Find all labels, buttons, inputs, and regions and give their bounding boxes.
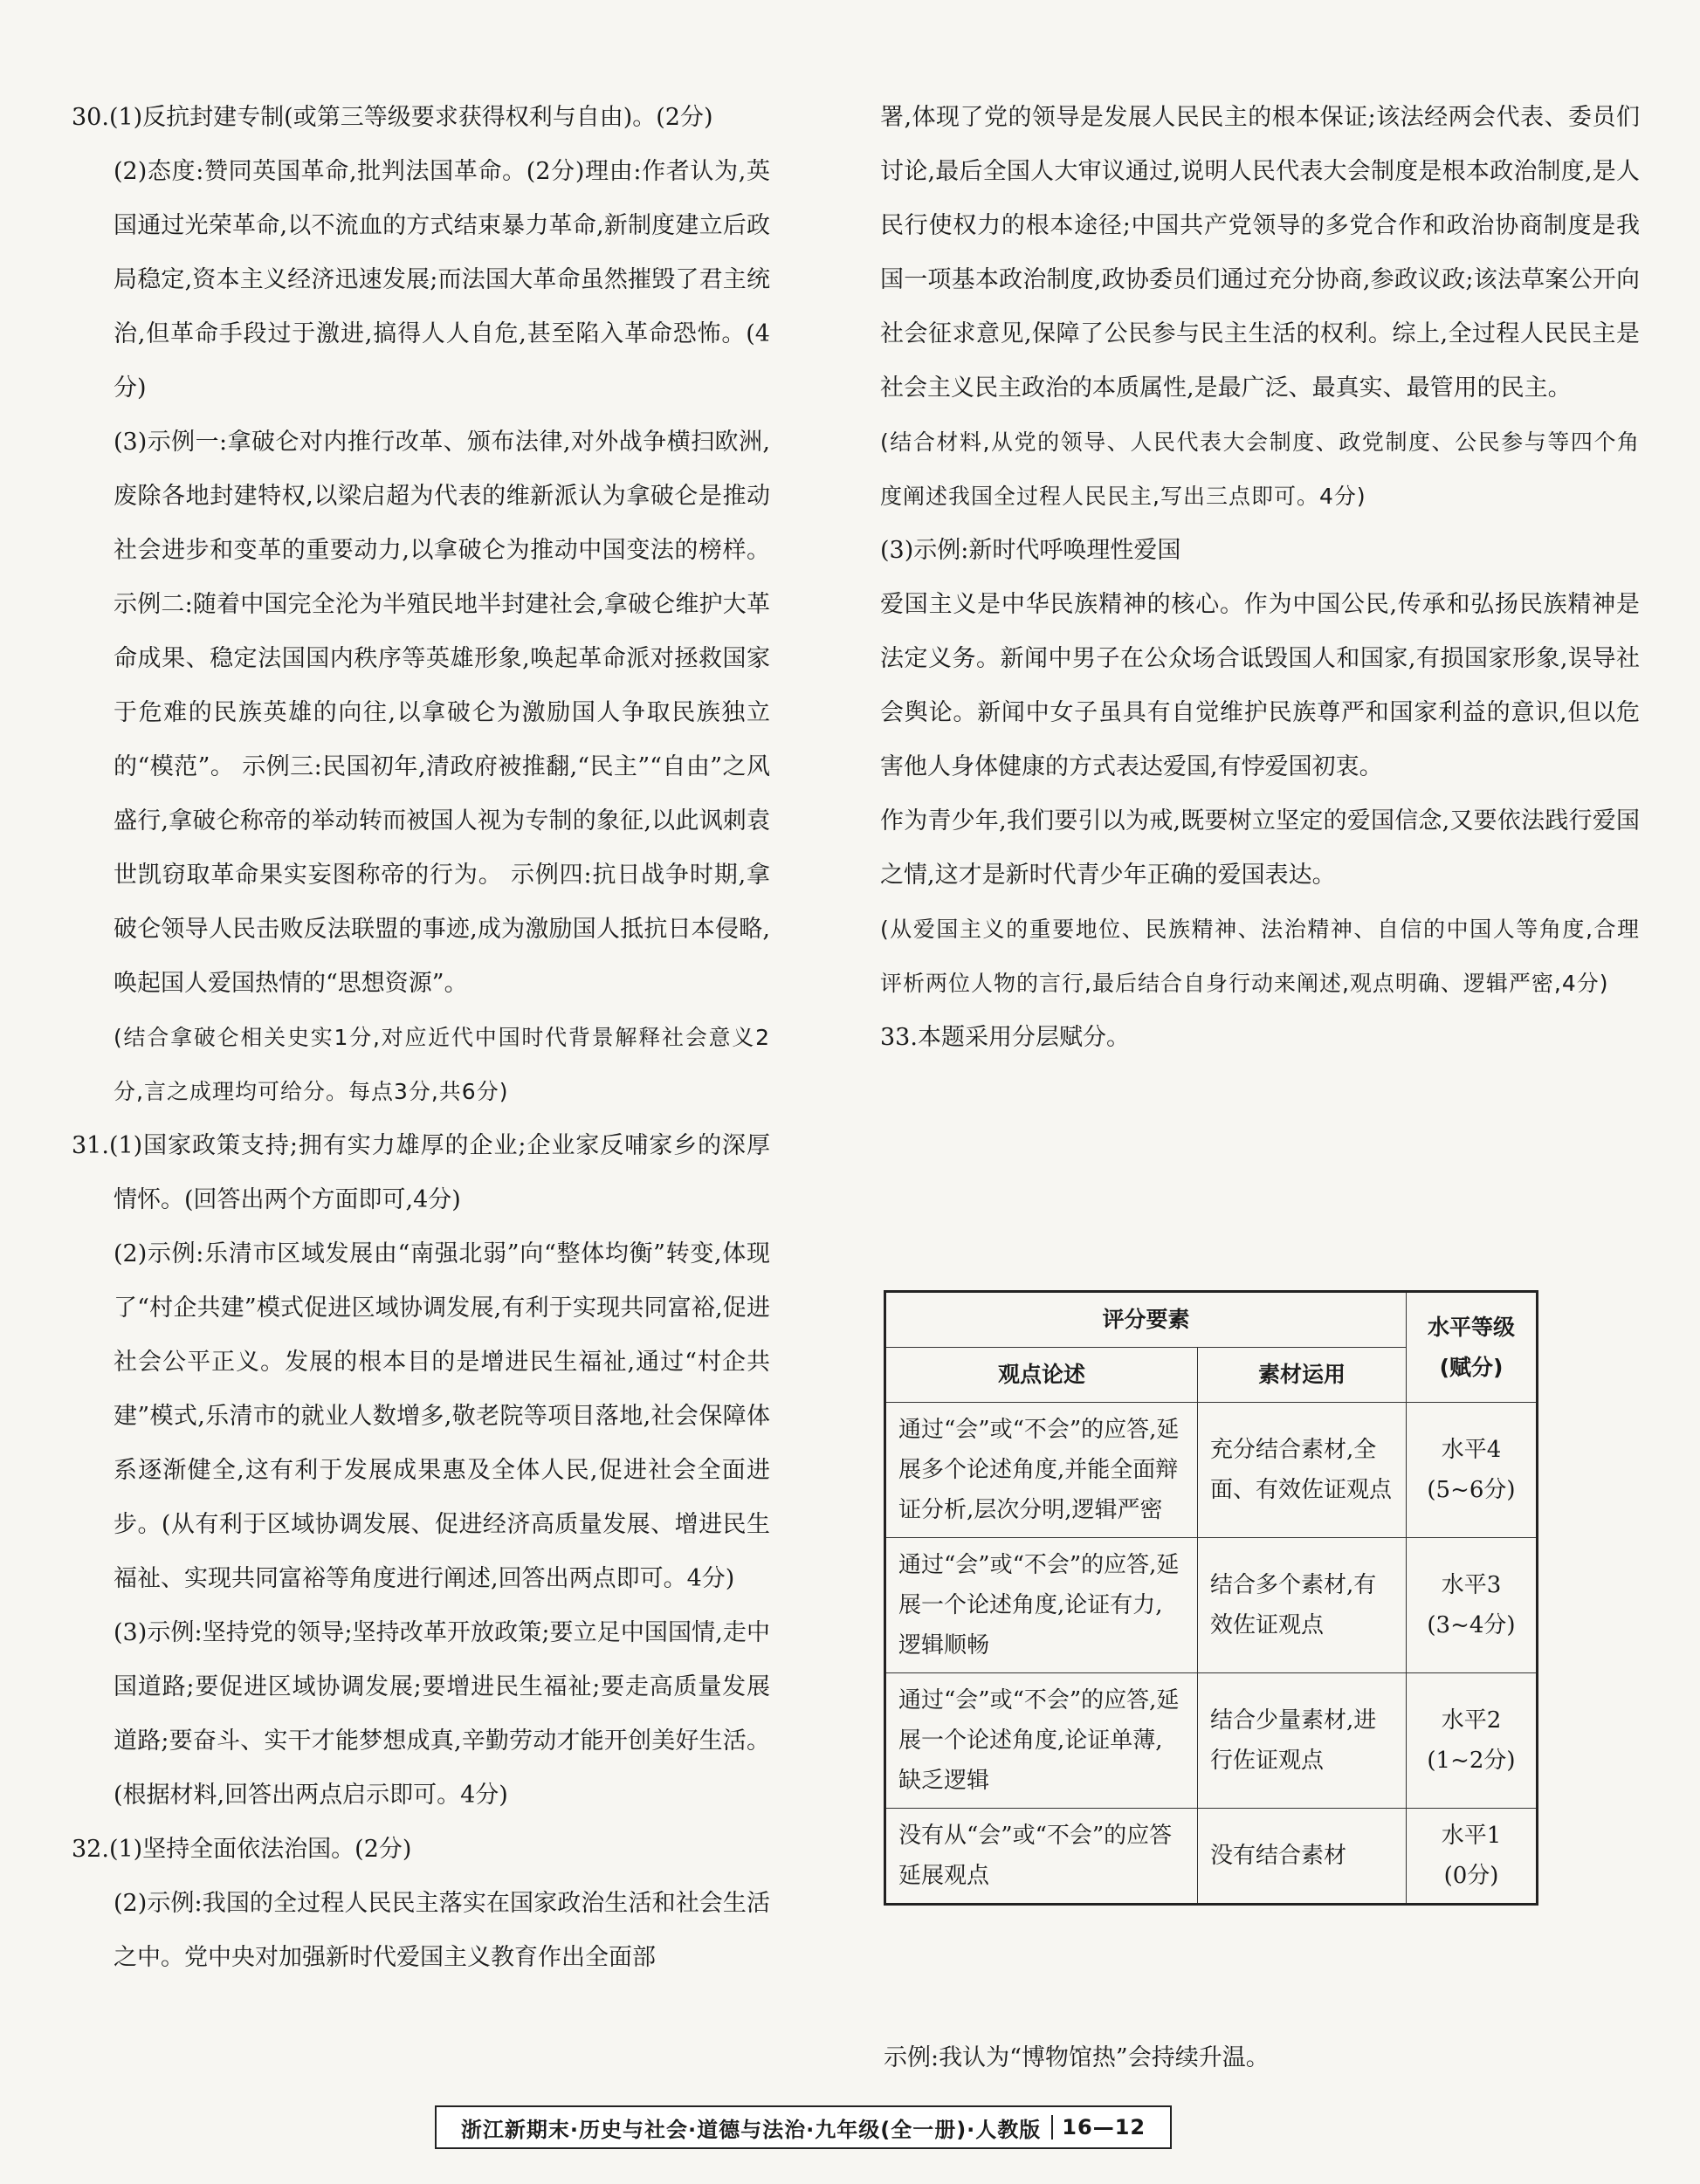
cell-material: 充分结合素材,全面、有效佐证观点 bbox=[1198, 1403, 1407, 1538]
scoring-note: (从爱国主义的重要地位、民族精神、法治精神、自信的中国人等角度,合理评析两位人物的言行,最后结合自身行动来阐述,观点明确、逻辑严密,4分) bbox=[880, 917, 1640, 996]
cell-material: 结合多个素材,有效佐证观点 bbox=[1198, 1538, 1407, 1673]
paragraph: 33.本题采用分层赋分。 bbox=[880, 1024, 1130, 1051]
cell-level: 水平2 (1~2分) bbox=[1407, 1673, 1538, 1809]
paragraph: (2)态度:赞同英国革命,批判法国革命。(2分)理由:作者认为,英国通过光荣革命,以不流血的方式结束暴力革命,新制度建立后政局稳定,资本主义经济迅速发展;而法国大革命虽然摧毁了君主统治,但革命手段过于激进,搞得人人自危,甚至陷入革命恐怖。(4分) bbox=[114, 158, 770, 402]
paragraph: (3)示例一:拿破仑对内推行改革、颁布法律,对外战争横扫欧洲,废除各地封建特权,以梁启超为代表的维新派认为拿破仑是推动社会进步和变革的重要动力,以拿破仑为推动中国变法的榜样。 示例二:随着中国完全沦为半殖民地半封建社会,拿破仑维护大革命成果、稳定法国国内秩序等英雄形象,唤起革命派对拯救国家于危难的民族英雄的向往,以拿破仑为激励国人争取民族独立的“模范”。 示例三:民国初年,清政府被推翻,“民主”“自由”之风盛行,拿破仑称帝的举动转而被国人视为专制的象征,以此讽刺袁世凯窃取革命果实妄图称帝的行为。 示例四:抗日战争时期,拿破仑领导人民击败反法联盟的事迹,成为激励国人抵抗日本侵略,唤起国人爱国热情的“思想资源”。 bbox=[114, 429, 770, 997]
header-material: 素材运用 bbox=[1198, 1348, 1407, 1403]
scoring-table bbox=[884, 1290, 1538, 1906]
table-row bbox=[885, 1673, 1538, 1809]
paragraph: 作为青少年,我们要引以为戒,既要树立坚定的爱国信念,又要依法践行爱国之情,这才是新时代青少年正确的爱国表达。 bbox=[880, 807, 1640, 889]
cell-level: 水平4 (5~6分) bbox=[1407, 1403, 1538, 1538]
table-row bbox=[885, 1538, 1538, 1673]
paragraph: 30.(1)反抗封建专制(或第三等级要求获得权利与自由)。(2分) bbox=[72, 104, 713, 131]
paragraph: (2)示例:乐清市区域发展由“南强北弱”向“整体均衡”转变,体现了“村企共建”模式促进区域协调发展,有利于实现共同富裕,促进社会公平正义。发展的根本目的是增进民生福祉,通过“村企共建”模式,乐清市的就业人数增多,敬老院等项目落地,社会保障体系逐渐健全,这有利于发展成果惠及全体人民,促进社会全面进步。(从有利于区域协调发展、促进经济高质量发展、增进民生福祉、实现共同富裕等角度进行阐述,回答出两点即可。4分) bbox=[114, 1240, 770, 1592]
cell-view: 通过“会”或“不会”的应答,延展多个论述角度,并能全面辩证分析,层次分明,逻辑严密 bbox=[885, 1403, 1198, 1538]
paragraph: (3)示例:新时代呼唤理性爱国 bbox=[880, 537, 1181, 564]
footer-title: 浙江新期末·历史与社会·道德与法治·九年级(全一册)·人教版 bbox=[460, 2117, 1042, 2142]
paragraph: 31.(1)国家政策支持;拥有实力雄厚的企业;企业家反哺家乡的深厚情怀。(回答出两个方面即可,4分) bbox=[72, 1132, 770, 1213]
cell-view: 通过“会”或“不会”的应答,延展一个论述角度,论证单薄,缺乏逻辑 bbox=[885, 1673, 1198, 1809]
paragraph: 爱国主义是中华民族精神的核心。作为中国公民,传承和弘扬民族精神是法定义务。新闻中男子在公众场合诋毁国人和国家,有损国家形象,误导社会舆论。新闻中女子虽具有自觉维护民族尊严和国家利益的意识,但以危害他人身体健康的方式表达爱国,有悖爱国初衷。 bbox=[880, 591, 1640, 780]
scoring-note: (结合材料,从党的领导、人民代表大会制度、政党制度、公民参与等四个角度阐述我国全过程人民民主,写出三点即可。4分) bbox=[880, 429, 1640, 509]
header-criteria: 评分要素 bbox=[885, 1292, 1407, 1348]
paragraph: (2)示例:我国的全过程人民民主落实在国家政治生活和社会生活之中。党中央对加强新时代爱国主义教育作出全面部 bbox=[114, 1890, 770, 1971]
cell-level: 水平3 (3~4分) bbox=[1407, 1538, 1538, 1673]
header-level: 水平等级(赋分) bbox=[1407, 1292, 1538, 1403]
cell-level: 水平1 (0分) bbox=[1407, 1809, 1538, 1905]
table-row bbox=[885, 1403, 1538, 1538]
cell-view: 通过“会”或“不会”的应答,延展一个论述角度,论证有力,逻辑顺畅 bbox=[885, 1538, 1198, 1673]
paragraph: 32.(1)坚持全面依法治国。(2分) bbox=[72, 1836, 412, 1863]
table-row bbox=[885, 1809, 1538, 1905]
paragraph: (3)示例:坚持党的领导;坚持改革开放政策;要立足中国国情,走中国道路;要促进区域协调发展;要增进民生福祉;要走高质量发展道路;要奋斗、实干才能梦想成真,辛勤劳动才能开创美好生活。(根据材料,回答出两点启示即可。4分) bbox=[114, 1619, 770, 1809]
cell-view: 没有从“会”或“不会”的应答延展观点 bbox=[885, 1809, 1198, 1905]
header-view: 观点论述 bbox=[885, 1348, 1198, 1403]
page-footer bbox=[435, 2105, 1172, 2149]
page-number: 16—12 bbox=[1051, 2115, 1146, 2139]
cell-material: 没有结合素材 bbox=[1198, 1809, 1407, 1905]
cell-material: 结合少量素材,进行佐证观点 bbox=[1198, 1673, 1407, 1809]
left-column bbox=[72, 91, 770, 1985]
right-column bbox=[880, 91, 1640, 1065]
scoring-note: (结合拿破仑相关史实1分,对应近代中国时代背景解释社会意义2分,言之成理均可给分。每点3分,共6分) bbox=[114, 1025, 770, 1104]
example-line: 示例:我认为“博物馆热”会持续升温。 bbox=[884, 2044, 1270, 2071]
paragraph: 署,体现了党的领导是发展人民民主的根本保证;该法经两会代表、委员们讨论,最后全国人大审议通过,说明人民代表大会制度是根本政治制度,是人民行使权力的根本途径;中国共产党领导的多党合作和政治协商制度是我国一项基本政治制度,政协委员们通过充分协商,参政议政;该法草案公开向社会征求意见,保障了公民参与民主生活的权利。综上,全过程人民民主是社会主义民主政治的本质属性,是最广泛、最真实、最管用的民主。 bbox=[880, 104, 1640, 402]
